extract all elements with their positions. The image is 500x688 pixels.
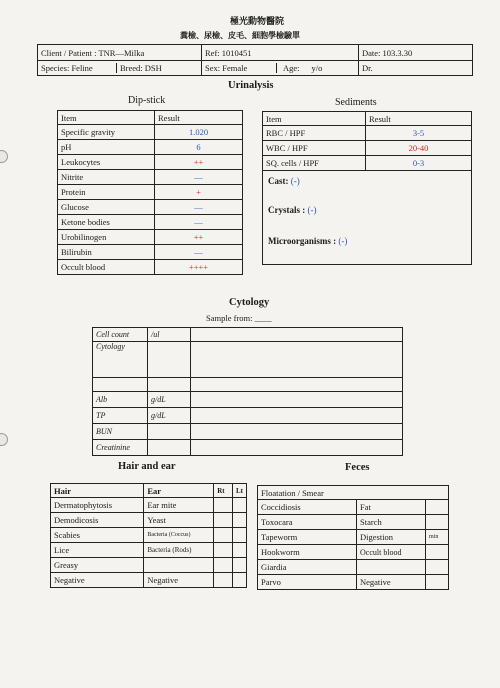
- micro-line: [268, 236, 347, 246]
- dipstick-result: ++: [155, 230, 243, 245]
- clinic-name: 極光動物醫院: [230, 16, 285, 26]
- dipstick-item: Ketone bodies: [58, 215, 155, 230]
- dipstick-item: pH: [58, 140, 155, 155]
- dipstick-item: Leukocytes: [58, 155, 155, 170]
- cast-label: Cast:: [268, 176, 289, 186]
- dipstick-col-item: Item: [58, 111, 155, 125]
- feces-right: Occult blood: [357, 545, 426, 560]
- dipstick-result: +: [155, 185, 243, 200]
- cytology-label: TP: [93, 408, 148, 424]
- micro-value: (-): [338, 236, 348, 246]
- cytology-unit: g/dL: [148, 392, 191, 408]
- rt-cell: [214, 498, 233, 513]
- feces-right: [357, 560, 426, 575]
- dipstick-title: Dip-stick: [128, 95, 166, 106]
- dipstick-item: Protein: [58, 185, 155, 200]
- date-cell: Date: 103.3.30: [359, 45, 473, 61]
- dipstick-result: 6: [155, 140, 243, 155]
- form-subtitle: 糞檢、尿檢、皮毛、細胞學檢驗單: [180, 31, 300, 40]
- ear-item: [144, 558, 214, 573]
- crystals-line: [268, 205, 317, 215]
- rt-cell: [214, 558, 233, 573]
- crystals-value: (-): [307, 205, 317, 215]
- hair-item: Lice: [51, 543, 144, 558]
- lt-cell: [233, 543, 247, 558]
- rt-cell: [214, 543, 233, 558]
- feces-header: Floatation / Smear: [258, 486, 449, 500]
- cytology-label: BUN: [93, 424, 148, 440]
- sediments-item: SQ. cells / HPF: [263, 156, 366, 171]
- feces-extra: [426, 515, 449, 530]
- hair-item: Dermatophytosis: [51, 498, 144, 513]
- sediments-result: 3-5: [366, 126, 472, 141]
- lt-cell: [233, 573, 247, 588]
- ear-col: Ear: [144, 484, 214, 498]
- cytology-label: Cytology: [93, 342, 148, 378]
- cytology-unit: [148, 342, 191, 378]
- dipstick-item: Glucose: [58, 200, 155, 215]
- feces-left: Giardia: [258, 560, 357, 575]
- feces-right: Digestion: [357, 530, 426, 545]
- feces-table: [257, 485, 449, 590]
- sediments-item: RBC / HPF: [263, 126, 366, 141]
- sediments-title: Sediments: [335, 97, 377, 108]
- lt-cell: [233, 513, 247, 528]
- hair-ear-table: [50, 483, 247, 588]
- lt-cell: [233, 528, 247, 543]
- hair-item: Scabies: [51, 528, 144, 543]
- dipstick-item: Bilirubin: [58, 245, 155, 260]
- lt-col: Lt: [233, 484, 247, 498]
- punch-hole-bottom: [0, 433, 8, 446]
- dipstick-result: —: [155, 215, 243, 230]
- dipstick-result: —: [155, 200, 243, 215]
- feces-left: Toxocara: [258, 515, 357, 530]
- breed-value: Breed: DSH: [120, 63, 162, 73]
- dipstick-result: —: [155, 170, 243, 185]
- feces-extra: [426, 560, 449, 575]
- lt-cell: [233, 498, 247, 513]
- ear-item: Ear mite: [144, 498, 214, 513]
- ear-item: Bacteria (Rods): [144, 543, 214, 558]
- species-breed-cell: [38, 61, 202, 76]
- cytology-value: [191, 424, 403, 440]
- dipstick-item: Urobilinogen: [58, 230, 155, 245]
- age-label: Age:: [283, 63, 300, 73]
- cytology-unit: g/dL: [148, 408, 191, 424]
- sediments-result: 0-3: [366, 156, 472, 171]
- dipstick-item: Specific gravity: [58, 125, 155, 140]
- micro-label: Microorganisms :: [268, 236, 337, 246]
- sediments-col-result: Result: [366, 112, 472, 126]
- feces-extra: [426, 545, 449, 560]
- cytology-value: [191, 392, 403, 408]
- urinalysis-title: Urinalysis: [228, 80, 274, 91]
- ear-item: Yeast: [144, 513, 214, 528]
- cytology-label: Cell count: [93, 328, 148, 342]
- feces-left: Tapeworm: [258, 530, 357, 545]
- feces-left: Parvo: [258, 575, 357, 590]
- cytology-value: [191, 328, 403, 342]
- dipstick-item: Occult blood: [58, 260, 155, 275]
- feces-right: Fat: [357, 500, 426, 515]
- cast-value: (-): [290, 176, 300, 186]
- ear-item: Bacteria (Coccus): [144, 528, 214, 543]
- cytology-value: [191, 408, 403, 424]
- species-value: Species: Feline: [38, 63, 117, 73]
- cytology-blank: [93, 378, 148, 392]
- hair-item: Negative: [51, 573, 144, 588]
- ear-item: Negative: [144, 573, 214, 588]
- lt-cell: [233, 558, 247, 573]
- dipstick-item: Nitrite: [58, 170, 155, 185]
- dipstick-col-result: Result: [155, 111, 243, 125]
- feces-extra: [426, 500, 449, 515]
- dipstick-result: ++++: [155, 260, 243, 275]
- dipstick-result: ++: [155, 155, 243, 170]
- client-cell: Client / Patient : TNR—Milka: [38, 45, 202, 61]
- cast-line: [268, 176, 300, 186]
- feces-title: Feces: [345, 462, 370, 473]
- hair-col: Hair: [51, 484, 144, 498]
- sex-age-cell: [202, 61, 359, 76]
- sex-value: Sex: Female: [202, 63, 277, 73]
- rt-cell: [214, 573, 233, 588]
- dipstick-result: —: [155, 245, 243, 260]
- rt-col: Rt: [214, 484, 233, 498]
- feces-extra: min: [426, 530, 449, 545]
- cytology-unit: [148, 440, 191, 456]
- cytology-value: [191, 440, 403, 456]
- rt-cell: [214, 528, 233, 543]
- cytology-unit: /ul: [148, 328, 191, 342]
- sediments-col-item: Item: [263, 112, 366, 126]
- feces-right: Starch: [357, 515, 426, 530]
- dr-cell: Dr.: [359, 61, 473, 76]
- cytology-title: Cytology: [229, 297, 270, 308]
- crystals-label: Crystals :: [268, 205, 306, 215]
- sample-from: Sample from: ____: [206, 313, 272, 323]
- patient-info-table: [37, 44, 473, 76]
- hair-item: Demodicosis: [51, 513, 144, 528]
- cytology-value: [191, 342, 403, 378]
- feces-left: Coccidiosis: [258, 500, 357, 515]
- hair-ear-title: Hair and ear: [118, 461, 176, 472]
- cytology-table: [92, 327, 403, 456]
- cytology-label: Creatinine: [93, 440, 148, 456]
- feces-right: Negative: [357, 575, 426, 590]
- feces-extra: [426, 575, 449, 590]
- punch-hole-top: [0, 150, 8, 163]
- hair-item: Greasy: [51, 558, 144, 573]
- sediments-result: 20-40: [366, 141, 472, 156]
- cytology-blank: [148, 378, 191, 392]
- feces-left: Hookworm: [258, 545, 357, 560]
- age-unit: y/o: [311, 63, 323, 73]
- dipstick-table: [57, 110, 243, 275]
- cytology-blank: [191, 378, 403, 392]
- sediments-table: [262, 111, 472, 171]
- cytology-unit: [148, 424, 191, 440]
- rt-cell: [214, 513, 233, 528]
- dipstick-result: 1.020: [155, 125, 243, 140]
- cytology-label: Alb: [93, 392, 148, 408]
- sediments-item: WBC / HPF: [263, 141, 366, 156]
- ref-cell: Ref: 1010451: [202, 45, 359, 61]
